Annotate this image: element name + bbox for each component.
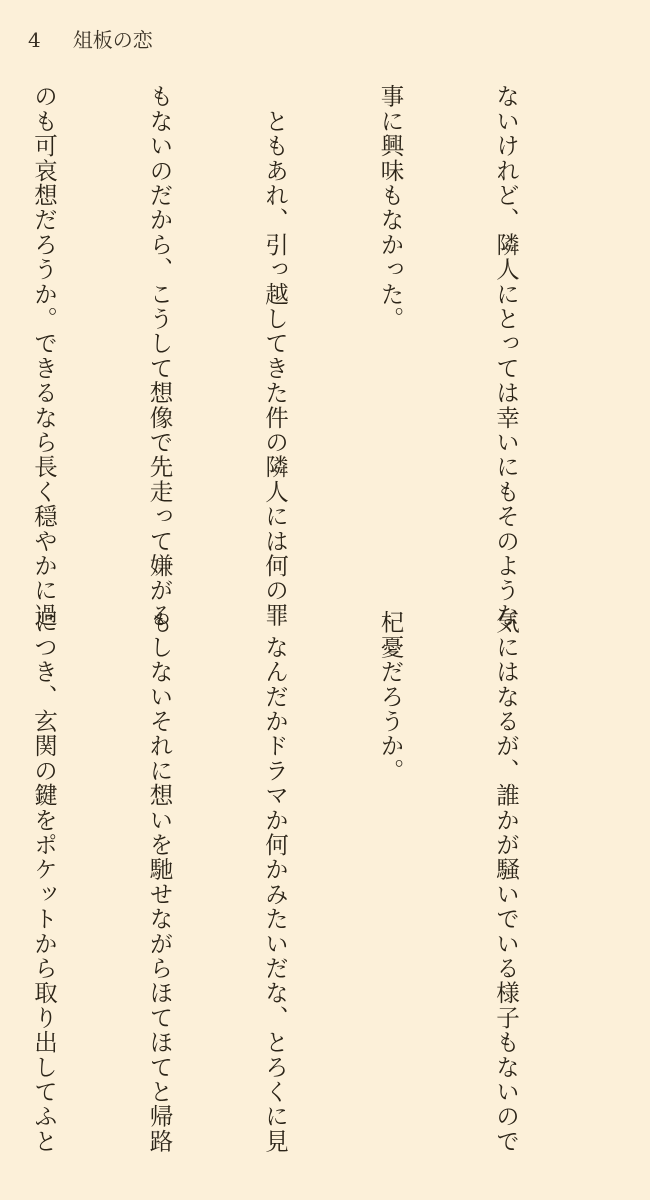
text-line: 事に興味もなかった。 [376, 84, 405, 331]
text-line: のも可哀想だろうか。できるなら長く穏やかに過 [30, 84, 58, 628]
text-line: なんだかドラマか何かみたいだな、とろくに見 [261, 610, 289, 1154]
text-block-lower [0, 610, 602, 1154]
text-line: もないのだから、こうして想像で先走って嫌がる [145, 84, 174, 628]
text-line: につき、玄関の鍵をポケットから取り出してふと [30, 610, 58, 1154]
text-line: もしないそれに想いを馳せながらほてほてと帰路 [145, 610, 174, 1154]
text-line: 気にはなるが、誰かが騒いでいる様子もないので [492, 610, 520, 1154]
text-line: 杞憂だろうか。 [376, 610, 405, 783]
page-number: 4 [28, 28, 41, 52]
page-header [28, 30, 153, 50]
chapter-title: 俎板の恋 [72, 28, 153, 52]
text-line: ないけれど、隣人にとっては幸いにもそのような [492, 84, 520, 628]
text-block-upper [0, 84, 602, 628]
text-line: ともあれ、引っ越してきた件の隣人には何の罪 [261, 84, 289, 628]
